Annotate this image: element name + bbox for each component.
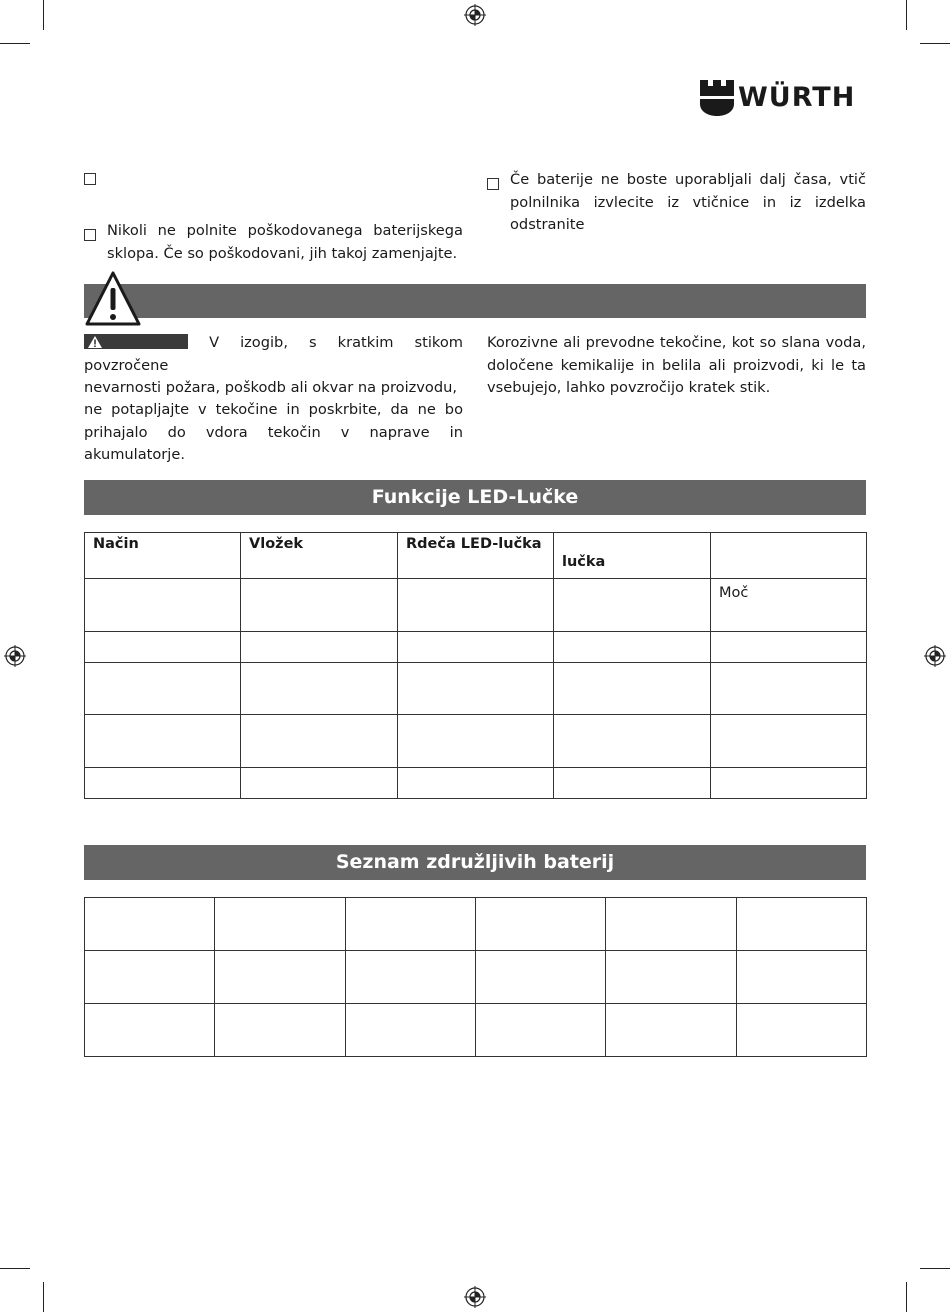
table-cell: [215, 951, 346, 1004]
table-cell: [398, 663, 554, 715]
wurth-logo-icon: [700, 80, 734, 116]
crop-mark: [43, 1282, 44, 1312]
table-cell: [606, 951, 737, 1004]
table-cell: [241, 715, 398, 768]
table-cell: [398, 715, 554, 768]
crop-mark: [906, 0, 907, 30]
table-cell: [241, 663, 398, 715]
table-row: [85, 951, 867, 1004]
warning-label-badge: [84, 334, 188, 349]
table-row: [85, 632, 867, 663]
table-cell: [554, 632, 711, 663]
table-row: [85, 579, 867, 632]
warning-text-right: Korozivne ali prevodne tekočine, kot so slana voda, določene kemikalije in belila ali proizvodi, ki le ta vsebujejo, lahko povzročijo kratek stik.: [487, 334, 866, 396]
compatible-batteries-table: [84, 897, 867, 1057]
table-cell: [398, 579, 554, 632]
table-header-row: [85, 533, 867, 579]
table-cell: [215, 1004, 346, 1057]
table-cell: [241, 579, 398, 632]
table-row: [85, 768, 867, 799]
header-cell: lučka: [554, 533, 711, 579]
crop-mark: [906, 1282, 907, 1312]
bullet-empty: [84, 170, 464, 193]
checkbox-icon: [487, 178, 499, 190]
table-cell: [554, 579, 711, 632]
warning-triangle-icon: [84, 270, 142, 328]
table-cell: [85, 898, 215, 951]
table-cell: [85, 1004, 215, 1057]
header-cell: [711, 533, 867, 579]
table-cell: [85, 579, 241, 632]
warning-text-left-2: ne potapljajte v tekočine in poskrbite, da ne bo prihajalo do vdora tekočin v naprave in akumulatorje.: [84, 401, 463, 463]
header-cell: Način: [85, 533, 241, 579]
table-cell: [85, 768, 241, 799]
led-section-title: Funkcije LED-Lučke: [84, 480, 866, 515]
crop-mark: [920, 43, 950, 44]
crop-mark: [0, 43, 30, 44]
table-cell: [737, 1004, 867, 1057]
table-cell: [711, 768, 867, 799]
crop-mark: [0, 1268, 30, 1269]
header-cell: Vložek: [241, 533, 398, 579]
registration-mark-icon: [4, 645, 26, 667]
table-cell: [711, 632, 867, 663]
small-warning-icon: [88, 336, 102, 348]
crop-mark: [920, 1268, 950, 1269]
table-cell: [85, 663, 241, 715]
table-cell: [241, 632, 398, 663]
table-cell: [241, 768, 398, 799]
table-cell: [606, 1004, 737, 1057]
table-row: [85, 1004, 867, 1057]
registration-mark-icon: [924, 645, 946, 667]
table-cell: [85, 715, 241, 768]
battery-section-title: Seznam združljivih baterij: [84, 845, 866, 880]
warning-text-left: V izogib, s kratkim stikom povzročene nevarnosti požara, poškodb ali okvar na proizvodu,: [84, 334, 464, 396]
table-cell: [606, 898, 737, 951]
wurth-logo: [700, 80, 868, 116]
table-row: [85, 715, 867, 768]
table-cell: [737, 951, 867, 1004]
brand-name: WÜRTH: [738, 82, 856, 113]
bullet-damaged-battery: Nikoli ne polnite poškodovanega baterijskega sklopa. Če so poškodovani, jih takoj zamenjajte.: [84, 220, 463, 265]
table-cell: [476, 951, 606, 1004]
crop-mark: [43, 0, 44, 30]
table-cell: [85, 951, 215, 1004]
table-cell: [215, 898, 346, 951]
led-functions-table: [84, 532, 867, 799]
registration-mark-icon: [464, 4, 486, 26]
warning-bar: [84, 284, 866, 318]
bullet-storage: Če baterije ne boste uporabljali dalj časa, vtič polnilnika izvlecite iz vtičnice in iz izdelka odstranite: [487, 169, 866, 237]
table-cell: [85, 632, 241, 663]
table-row: [85, 663, 867, 715]
table-cell: [398, 632, 554, 663]
table-cell: [476, 898, 606, 951]
table-cell: [346, 1004, 476, 1057]
table-cell: [476, 1004, 606, 1057]
table-cell: [346, 951, 476, 1004]
checkbox-icon: [84, 229, 96, 241]
header-cell: Rdeča LED-lučka: [398, 533, 554, 579]
table-cell: [554, 715, 711, 768]
table-cell: [737, 898, 867, 951]
registration-mark-icon: [464, 1286, 486, 1308]
table-cell: [398, 768, 554, 799]
table-cell: [346, 898, 476, 951]
table-cell: [711, 663, 867, 715]
table-row: [85, 898, 867, 951]
table-cell: [711, 715, 867, 768]
table-cell: [554, 768, 711, 799]
table-cell: [554, 663, 711, 715]
checkbox-icon: [84, 173, 96, 185]
table-cell: Moč: [711, 579, 867, 632]
